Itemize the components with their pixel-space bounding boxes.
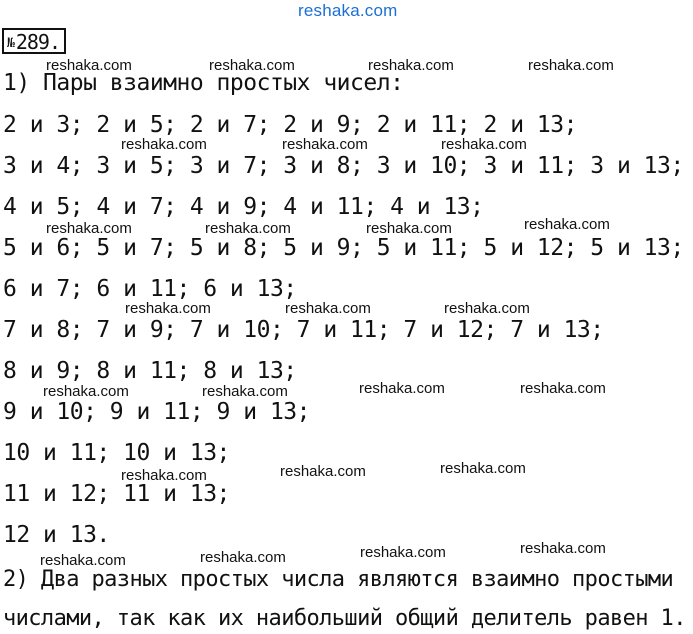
watermark: reshaka.com <box>520 380 606 397</box>
watermark: reshaka.com <box>528 57 614 74</box>
part2-line-1: 2) Два разных простых числа являются взаимно простыми <box>3 567 674 592</box>
watermark: reshaka.com <box>43 383 129 400</box>
pair-row-7: 7 и 8; 7 и 9; 7 и 10; 7 и 11; 7 и 12; 7 и 13; <box>3 317 604 343</box>
pair-row-3: 3 и 4; 3 и 5; 3 и 7; 3 и 8; 3 и 10; 3 и 11; 3 и 13; <box>3 153 684 179</box>
watermark: reshaka.com <box>121 467 207 484</box>
watermark-top: reshaka.com <box>298 1 398 20</box>
problem-number: 289. <box>15 30 60 54</box>
watermark: reshaka.com <box>282 136 368 153</box>
pair-row-4: 4 и 5; 4 и 7; 4 и 9; 4 и 11; 4 и 13; <box>3 194 484 220</box>
pair-row-10: 10 и 11; 10 и 13; <box>3 440 230 466</box>
pair-row-9: 9 и 10; 9 и 11; 9 и 13; <box>3 399 310 425</box>
watermark: reshaka.com <box>285 300 371 317</box>
pair-row-8: 8 и 9; 8 и 11; 8 и 13; <box>3 358 297 384</box>
pair-row-5: 5 и 6; 5 и 7; 5 и 8; 5 и 9; 5 и 11; 5 и 12; 5 и 13; <box>3 235 684 261</box>
pair-row-12: 12 и 13. <box>3 522 110 548</box>
watermark: reshaka.com <box>280 463 366 480</box>
watermark: reshaka.com <box>209 57 295 74</box>
watermark: reshaka.com <box>46 220 132 237</box>
watermark: reshaka.com <box>202 383 288 400</box>
watermark: reshaka.com <box>520 540 606 557</box>
watermark: reshaka.com <box>205 220 291 237</box>
watermark: reshaka.com <box>359 380 445 397</box>
part2-line-2: числами, так как их наибольший общий делитель равен 1. <box>3 606 686 631</box>
watermark: reshaka.com <box>121 136 207 153</box>
number-sign: № <box>7 36 14 51</box>
watermark: reshaka.com <box>40 552 126 569</box>
watermark: reshaka.com <box>46 57 132 74</box>
watermark: reshaka.com <box>444 300 530 317</box>
part1-heading: 1) Пары взаимно простых чисел: <box>3 70 404 96</box>
watermark: reshaka.com <box>440 460 526 477</box>
watermark: reshaka.com <box>441 136 527 153</box>
pair-row-6: 6 и 7; 6 и 11; 6 и 13; <box>3 276 297 302</box>
watermark: reshaka.com <box>125 300 211 317</box>
watermark: reshaka.com <box>524 216 610 233</box>
watermark: reshaka.com <box>368 57 454 74</box>
watermark: reshaka.com <box>360 544 446 561</box>
watermark: reshaka.com <box>200 549 286 566</box>
watermark: reshaka.com <box>366 220 452 237</box>
problem-number-box <box>2 28 66 54</box>
pair-row-2: 2 и 3; 2 и 5; 2 и 7; 2 и 9; 2 и 11; 2 и 13; <box>3 112 577 138</box>
pair-row-11: 11 и 12; 11 и 13; <box>3 481 230 507</box>
